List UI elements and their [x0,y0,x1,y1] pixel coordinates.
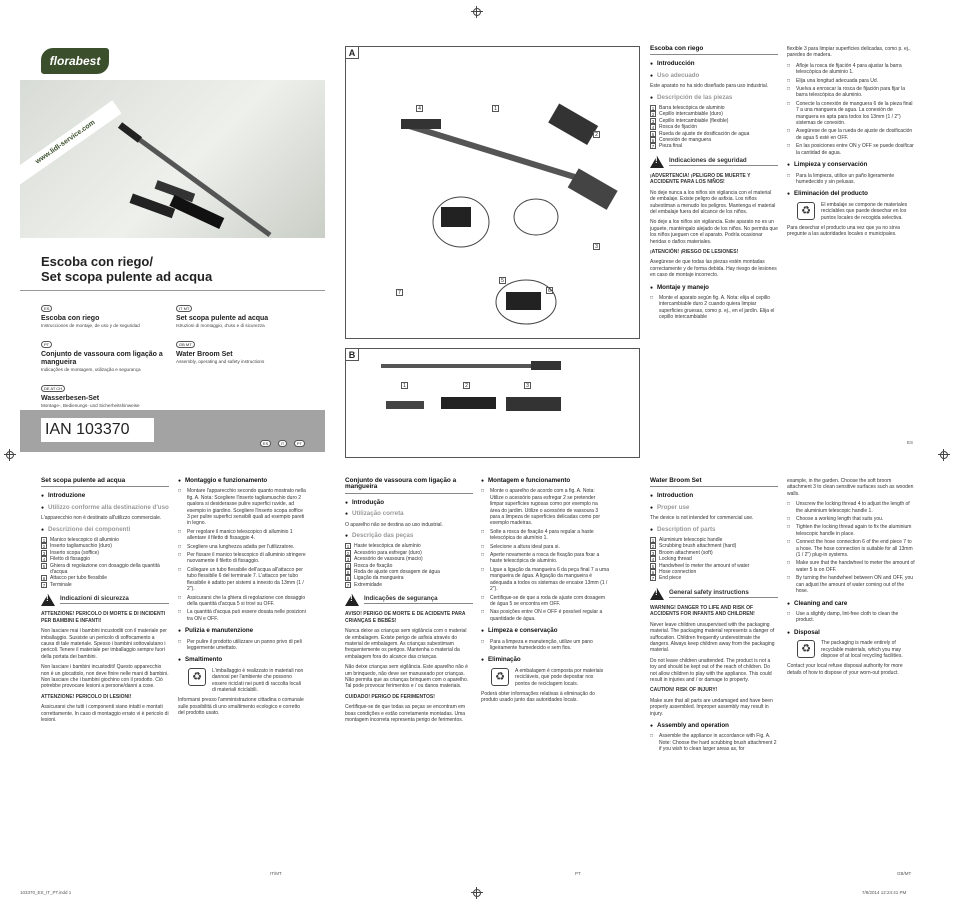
recycling-icon: ♻ [797,202,815,220]
part-item: 3 Broom attachment (soft) [651,549,713,556]
figure-a: A 1 2 3 4 5 6 7 [345,46,640,339]
product-illustration [20,80,325,238]
footer-file: 103370_ES_IT_PT.indd 1 [20,890,72,895]
gb-column-1: Water Broom Set ● Introduction ● Proper use The device is not intended for commercial use. ● Description of parts 1 Aluminium telescopic handle 2 Scrubbing brush attachment (hard) 3 Broom attachment (soft) 4 Locking thread 5 Handwheel to meter the amount of water 6 Hose connection 7 End piece ! General safety instructions WARNING! DANGER TO LIFE AND RISK OF ACCIDENTS FOR INFANTS AND CHILDREN! Never leave children unsupervised with the packaging material. The packaging material represents a danger of suffocation. Children frequently underestimate the dangers. Always keep children away from the packaging material. Do not leave children unattended. The product is not a toy and should be kept out of the reach of children. Do not allow children to play with the appliance. This could result in injuries and / or damage to property. CAUTION! RISK OF INJURY! Make sure that all parts are undamaged and have been properly assembled. Improper assembly may result in injury. ● Assembly and operation □ Assemble the appliance in accordance with Fig. A. Note: Choose the hard scrubbing brush attachment 2 if you wish to clean larger areas as, for [650,478,778,755]
safety-header: ! Indicazioni di sicurezza [41,594,169,606]
warning-icon [345,594,359,606]
part-item: 1 Aluminium telescopic handle [651,537,723,544]
page-number-es: ES [907,440,914,445]
recycling-icon: ♻ [188,668,206,686]
recycling-icon: ♻ [491,668,509,686]
part-item: 6 Ligação da mangueira [346,575,404,582]
part-item: 2 Cepillo intercambiable (duro) [651,111,723,118]
part-item: 2 Acessório para esfregar (duro) [346,549,422,556]
ian-flags: ES IT PT [260,432,307,450]
part-item: 3 Inserto scopa (soffice) [42,549,100,556]
recycling-icon: ♻ [797,640,815,658]
part-item: 2 Inserto tagliamuschio (duro) [42,543,112,550]
website-ribbon: www.lidl-service.com [20,100,122,185]
part-item: 3 Acessório de vassoura (macio) [346,556,423,563]
safety-header: ! Indicações de segurança [345,594,473,606]
page-number-pt: PT [575,871,581,876]
divider [20,290,325,291]
warning-icon [41,594,55,606]
registration-mark-left [4,449,16,461]
part-item: 1 Haste telescópica de alumínio [346,543,421,550]
registration-mark-bottom [471,887,483,899]
es-column-1: Escoba con riego ● Introducción ● Uso adecuado Este aparato no ha sido diseñado para uso industrial. ● Descripción de las piezas 1 Barra telescópica de aluminio 2 Cepillo intercambiable (duro) 3 Cepillo intercambiable (flexible) 4 Rosca de fijación 5 Rueda de ajuste de dosificación de agua 6 Conexión de manguera 7 Pieza final ! Indicaciones de seguridad ¡ADVERTENCIA! ¡PELIGRO DE MUERTE Y ACCIDENTE PARA LOS NIÑOS! No deje nunca a los niños sin vigilancia con el material de embalaje. Existe peligro de asfixia. Los niños subestiman a menudo los peligros. Mantenga el material del embalaje fuera del alcance de los niños. No deje a los niños sin vigilancia. Este aparato no es un juguete, manténgalo alejado de los niños. No permita que los niños jueguen con el aparato. Podría ocasionar heridas o daños materiales. ¡ATENCIÓN! ¡RIESGO DE LESIONES! Asegúrese de que todas las piezas estén montadas correctamente y de forma debida. Hay riesgo de lesiones en caso de montaje incorrecto. ● Montaje y manejo □ Monte el aparato según fig. A. Nota: elija el cepillo intercambiable duro 2 cuando quiera limpiar superficies gruesas, como p. ej., en el jardín. Elija el cepillo intercambiable [650,46,778,323]
figure-a-drawing [346,47,639,338]
page-number-it: IT/MT [270,871,282,876]
part-item: 7 Extremidade [346,581,383,588]
it-column-1: Set scopa pulente ad acqua ● Introduzione ● Utilizzo conforme alla destinazione d'uso L'apparecchio non è destinato all'utilizzo commerciale. ● Descrizione dei componenti 1 Manico telescopico di alluminio 2 Inserto tagliamuschio (duro) 3 Inserto scopa (soffice) 4 Filetto di fissaggio 5 Ghiera di regolazione con dosaggio della quantità d'acqua 6 Attacco per tubo flessibile 7 Terminale ! Indicazioni di sicurezza ATTENZIONE! PERICOLO DI MORTE E DI INCIDENTI PER BAMBINI E INFANTI! Non lasciare mai i bambini incustoditi con il materiale per imballaggio. Sussiste un pericolo di soffocamento a causa di tale materiale. Spesso i bambini sottovalutano i pericoli. Tenere il materiale per imballaggio sempre fuori della portata dei bambini. Non lasciare i bambini incustoditi! Questo apparecchio non è un giocattolo, non deve finire nelle mani di bambini. Non lasciare che i bambini giochino con il prodotto. Ciò potrebbe provocare lesioni a persone/danni a cose. ATTENZIONE! PERICOLO DI LESIONI! Assicurarsi che tutti i componenti siano intatti e montati correttamente. In caso di montaggio errato vi è pericolo di lesioni. [41,478,169,727]
registration-mark-right [938,449,950,461]
lang-block-es: ES Escoba con riego Instrucciones de montaje, de uso y de seguridad [41,306,140,328]
part-item: 5 Rueda de ajuste de dosificación de agua [651,130,750,137]
part-item: 3 Cepillo intercambiable (flexible) [651,117,729,124]
brand-logo: florabest [41,48,109,74]
lang-block-pt: PT Conjunto de vassoura com ligação a mangueira Indicações de montagem, utilização e segurança [41,342,163,372]
es-column-2: flexible 3 para limpiar superficies delicadas, como p. ej., paredes de madera. □ Afloje la rosca de fijación 4 para ajustar la barra telescópica de aluminio 1. □ Elija una longitud adecuada para Ud. □ Vuelva a enroscar la rosca de fijación para fijar la barra telescópica de aluminio. □ Conecte la conexión de manguera 6 de la pieza final 7 a una manguera de agua. La conexión de manguera es apta para todos los 13mm (1 / 2") sistemas de conexión. □ Asegúrese de que la rueda de ajuste de dosificación de agua 5 esté en OFF. □ En las posiciones entre ON y OFF se puede dosificar la cantidad de agua. ● Limpieza y conservación □ Para la limpieza, utilice un paño ligeramente humedecido y sin pelusas. ● Eliminación del producto ♻ El embalaje se compone de materiales reciclables que puede desechar en los puntos locales de recogida selectiva. Para desechar el producto una vez que ya no sirva pregunte a las autoridades locales o municipales. [787,46,915,242]
part-item: 5 Roda de ajuste com dosagem de água [346,569,440,576]
warning-icon [650,156,664,168]
registration-mark-top [471,6,483,18]
part-item: 2 Scrubbing brush attachment (hard) [651,543,737,550]
part-item: 6 Conexión de manguera [651,137,711,144]
part-item: 5 Ghiera di regolazione con dosaggio della quantità d'acqua [42,562,160,576]
figure-b-drawing [346,349,639,457]
part-item: 7 Terminale [42,581,72,588]
part-item: 4 Rosca de fixação [346,562,393,569]
safety-header: ! Indicaciones de seguridad [650,156,778,168]
cover-title: Escoba con riego/ Set scopa pulente ad acqua [41,254,213,284]
part-item: 1 Manico telescopico di alluminio [42,537,119,544]
warning-icon [650,588,664,600]
footer-date: 7/8/2014 12:24:41 PM [862,890,907,895]
part-item: 1 Barra telescópica de aluminio [651,105,725,112]
lang-block-gb: GB MT Water Broom Set Assembly, operating and safety instructions [176,342,265,364]
product-photo [20,80,325,238]
lang-block-it: IT MT Set scopa pulente ad acqua Istruzioni di montaggio, d'uso e di sicurezza [176,306,269,328]
part-item: 5 Handwheel to meter the amount of water [651,562,750,569]
pt-column-2: ● Montagem e funcionamento □ Monte o aparelho de acordo com a fig. A. Nota: Utilize o acessório para esfregar 2 se pretender limpar superfícies rugosas como por exemplo na área do jardim. Utilize o acessório de vassoura 3 para a limpeza de superfícies delicadas como por exemplo madeiras. □ Solte a rosca de fixação 4 para regular a haste telescópica de alumínio 1. □ Selecione a altura ideal para si. □ Aperte novamente a rosca de fixação para fixar a haste telescópica de alumínio. □ Ligue a ligação da mangueira 6 da peça final 7 a uma mangueira de água. A ligação da mangueira é adequada a todos os sistemas de encaixe 13mm (1 / 2"). □ Certifique-se de que a roda de ajuste com dosagem de água 5 se encontra em OFF. □ Nas posições entre ON e OFF é possível regular a quantidade de água. ● Limpeza e conservação □ Para a limpeza e manutenção, utilize um pano ligeiramente humedecido e sem fios. ● Eliminação ♻ A embalagem é composta por materiais recicláveis, que pode depositar nos pontos de reciclagem locais. Poderá obter informações relativas à eliminação do produto usado junto das autoridades locais. [481,478,609,708]
page-number-gb: GB/MT [897,871,912,876]
figure-b: B 1 2 3 [345,348,640,458]
part-item: 7 End piece [651,575,682,582]
part-item: 4 Filetto di fissaggio [42,556,91,563]
part-item: 7 Pieza final [651,143,683,150]
lang-block-de: DE AT CH Wasserbesen-Set Montage-, Bedienungs- und Sicherheitshinweise [41,386,140,408]
part-item: 4 Rosca de fijación [651,124,698,131]
gb-column-2: example, in the garden. Choose the soft broom attachment 3 to clean sensitive surfaces such as wooden walls. □ Unscrew the locking thread 4 to adjust the length of the aluminium telescopic handle 1. □ Choose a working length that suits you. □ Tighten the locking thread again to fix the aluminium telescopic handle in place. □ Connect the hose connection 6 of the end piece 7 to a hose. The hose connection is suitable for all 13mm (1 / 2") plug-in systems. □ Make sure that the handwheel to meter the amount of water 5 is on OFF. □ By turning the handwheel between ON and OFF, you can adjust the amount of water coming out of the hose. ● Cleaning and care □ Use a slightly damp, lint-free cloth to clean the product. ● Disposal ♻ The packaging is made entirely of recyclable materials, which you may dispose of at local recycling facilities. Contact your local refuse disposal authority for more details of how to dispose of your worn-out product. [787,478,915,680]
safety-header: ! General safety instructions [650,588,778,600]
pt-column-1: Conjunto de vassoura com ligação a mangueira ● Introdução ● Utilização correta O aparelho não se destina ao uso industrial. ● Descrição das peças 1 Haste telescópica de alumínio 2 Acessório para esfregar (duro) 3 Acessório de vassoura (macio) 4 Rosca de fixação 5 Roda de ajuste com dosagem de água 6 Ligação da mangueira 7 Extremidade ! Indicações de segurança AVISO! PERIGO DE MORTE E DE ACIDENTE PARA CRIANÇAS E BEBÉS! Nunca deixe as crianças sem vigilância com o material de embalagem. Existe perigo de asfixia através do material de embalagem. As crianças subestimam frequentemente os perigos. Mantenha o material da embalagem fora do alcance das crianças. Não deixe crianças sem vigilância. Este aparelho não é um brinquedo, não deve ser manuseado por crianças. Não permita que as crianças brinquem com o aparelho. Tal pode provocar ferimentos e / ou danos materiais. CUIDADO! PERIGO DE FERIMENTOS! Certifique-se de que todas as peças se encontram em boas condições e estão corretamente montadas. Uma montagem incorreta representa perigo de ferimentos. [345,478,473,727]
part-item: 6 Attacco per tubo flessibile [42,575,107,582]
part-item: 4 Locking thread [651,556,692,563]
ian-number: IAN 103370 [41,418,154,442]
part-item: 6 Hose connection [651,569,697,576]
it-column-2: ● Montaggio e funzionamento □ Montare l'apparecchio secondo quanto mostrato nella fig. A. Nota: Scegliere l'inserto tagliamuschio duro 2 qualora si desiderasse pulire superfici ruvide, ad esempio in giardino. Scegliere l'inserto scopa soffice 3 per pulire superfici sensibili quali ad esempio pareti in legno. □ Per regolare il manico telescopico di alluminio 1 allentare il filetto di fissaggio 4. □ Scegliere una lunghezza adatta per l'utilizzatore. □ Per fissare il manico telescopico di alluminio stringere nuovamente il filetto di fissaggio. □ Collegare un tubo flessibile dell'acqua all'attacco per tubo flessibile 6 del terminale 7. L'attacco per tubo flessibile è adatto per sistemi a innesto da 13mm (1 / 2"). □ Assicurarsi che la ghiera di regolazione con dosaggio della quantità d'acqua 5 si trovi su OFF. □ La quantità d'acqua può essere dosata nelle posizioni tra ON e OFF. ● Pulizia e manutenzione □ Per pulire il prodotto utilizzare un panno privo di peli leggermente umettato. ● Smaltimento ♻ L'imballaggio è realizzato in materiali non dannosi per l'ambiente che possono essere riciclati nei punti di raccolta locali di materiali riciclabili. Informarsi presso l'amministrazione cittadina o comunale sulle possibilità di uno smaltimento ecologico e corretto del prodotto usato. [178,478,306,721]
